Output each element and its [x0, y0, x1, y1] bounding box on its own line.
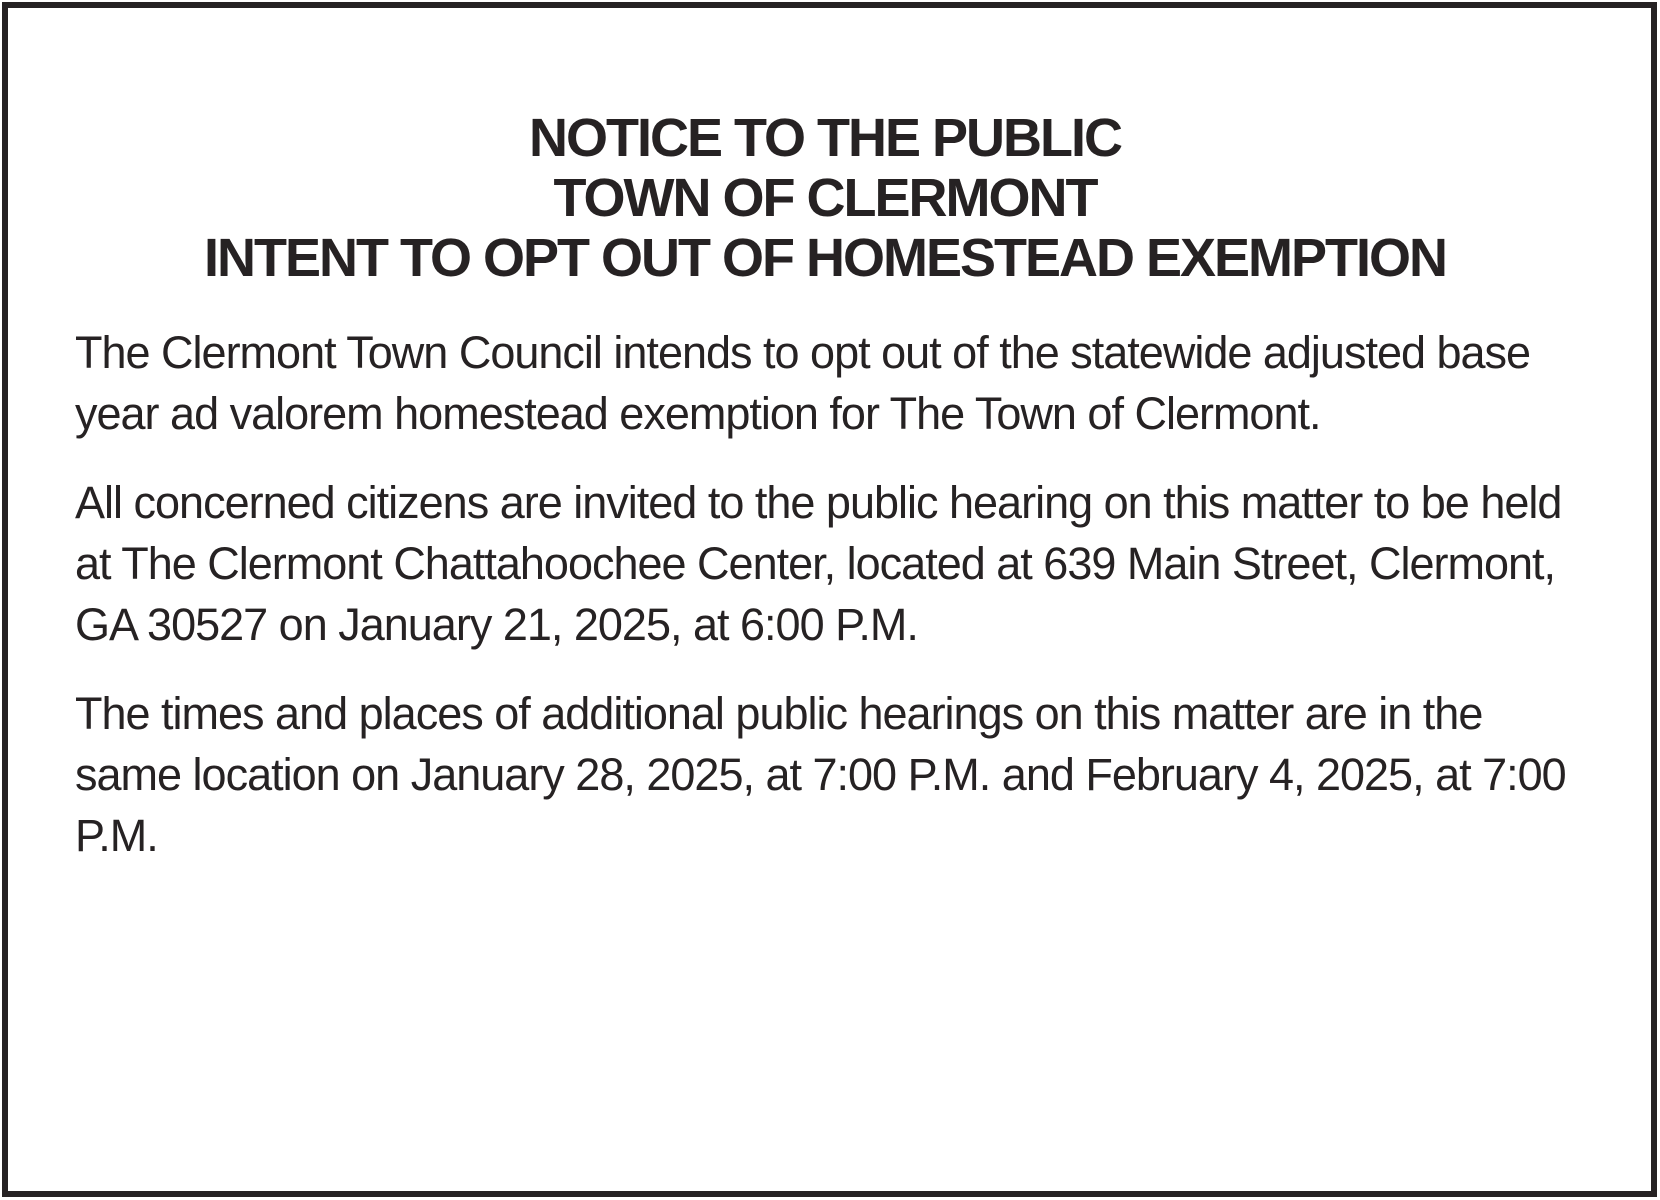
paragraph-additional-hearings: The times and places of additional public hearings on this matter are in the same location on January 28, 2025, at 7:00 P.M. and February 4, 2025, at 7:00 P.M.	[75, 688, 1566, 861]
heading-line-town-of-clermont: TOWN OF CLERMONT	[553, 168, 1097, 228]
notice-heading	[75, 108, 1575, 288]
paragraph-opt-out-statement: The Clermont Town Council intends to opt out of the statewide adjusted base year ad valorem homestead exemption for The Town of Clermont.	[75, 327, 1531, 439]
heading-line-notice-to-public: NOTICE TO THE PUBLIC	[528, 108, 1122, 168]
notice-content	[75, 108, 1575, 894]
paragraph-public-hearing-details: All concerned citizens are invited to the public hearing on this matter to be held at The Clermont Chattahoochee Center, located at 639 Main Street, Clermont, GA 30527 on January 21, 2025, at 6:00 P.M.	[75, 477, 1562, 650]
heading-line-intent-opt-out: INTENT TO OPT OUT OF HOMESTEAD EXEMPTION	[203, 228, 1447, 288]
